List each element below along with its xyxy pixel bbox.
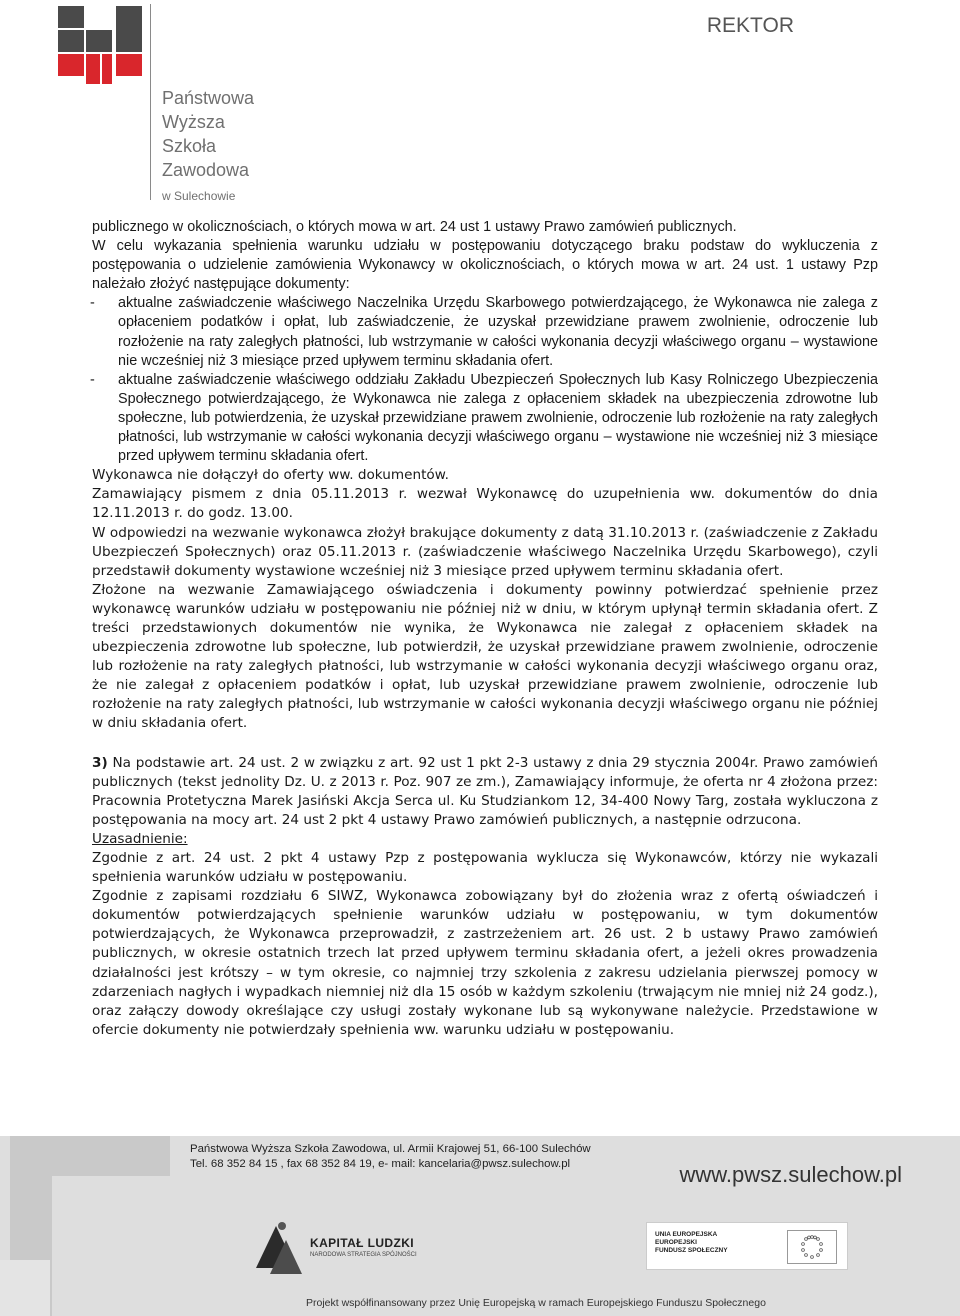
kapital-ludzki-text xyxy=(310,1236,417,1258)
header-divider xyxy=(150,4,151,200)
eu-text xyxy=(655,1231,728,1255)
paragraph xyxy=(92,754,878,830)
paragraph: Złożone na wezwanie Zamawiającego oświadczenia i dokumenty powinny potwierdzać spełnienie przez wykonawcę warunków udziału w postępowaniu nie później niż w dniu, w którym upłynął termin składania ofert. Z treści przedstawionych dokumentów nie wynika, że Wykonawca nie zalegał z opłaceniem składek na ubezpieczenia zdrowotne lub społeczne, lub potwierdził, że uzyskał przewidziane prawem zwolnienie, odroczenie lub rozłożenie na raty zaległych płatności, lub wstrzymanie w całości wykonania decyzji właściwego organu oraz, że nie zalegał z opłaceniem podatków i opłat, lub uzyskał przewidziane prawem zwolnienie, odroczenie lub rozłożenie na raty zaległych płatności, lub wstrzymanie w całości wykonania decyzji właściwego organu nie później w dniu składania ofert. xyxy=(92,581,878,732)
eu-flag-icon xyxy=(787,1230,837,1264)
list-item xyxy=(92,371,878,466)
paragraph: publicznego w okolicznościach, o których mowa w art. 24 ust 1 ustawy Prawo zamówień publicznych. xyxy=(92,219,737,235)
page-header-rektor: REKTOR xyxy=(706,14,794,37)
paragraph: Zgodnie z zapisami rozdziału 6 SIWZ, Wykonawca zobowiązany był do złożenia wraz z ofertą oświadczeń i dokumentów potwierdzających spełnienie warunków udziału w postępowaniu, w tym dokumentów potwierdzających, że Wykonawca przeprowadził, z zastrzeżeniem art. 26 ust. 2 b ustawy Prawo zamówień publicznych, w okresie ostatnich trzech lat przed upływem terminu składania ofert, a jeżeli okres prowadzenia działalności jest krótszy – w tym okresie, co najmniej trzy szkolenia z zakresu udzielania pierwszej pomocy w zdarzeniach nagłych i wypadkach niemniej niż dla 15 osób w każdym szkoleniu (trwającym nie mniej niż 24 godz.), oraz załączy dowody określające czy usługi zostały wykonane lub są wykonywane należycie. Przedstawione w ofercie dokumenty nie potwierdzały spełnienia ww. warunku udziału w postępowaniu. xyxy=(92,888,878,1038)
list-dash: - xyxy=(90,371,95,388)
school-line: Wyższa xyxy=(162,112,225,132)
section-heading: Uzasadnienie: xyxy=(92,830,188,847)
address-line: Państwowa Wyższa Szkoła Zawodowa, ul. Armii Krajowej 51, 66-100 Sulechów xyxy=(190,1143,591,1155)
paragraph: W celu wykazania spełnienia warunku udziału w postępowaniu dotyczącego braku podstaw do wykluczenia z postępowania o udzielenie zamówienia Wykonawcy w okolicznościach, o których mowa w art. 24 ust. 1 ustawy Pzp należało złożyć następujące dokumenty: xyxy=(92,238,878,293)
list-item xyxy=(92,294,878,370)
address-contact: Tel. 68 352 84 15 , fax 68 352 84 19, e- mail: kancelaria@pwsz.sulechow.pl xyxy=(190,1158,571,1170)
paragraph: Zgodnie z art. 24 ust. 2 pkt 4 ustawy Pzp z postępowania wyklucza się Wykonawców, którzy nie wykazali spełnienia warunków udziału w postępowaniu. xyxy=(92,850,878,886)
school-line: Zawodowa xyxy=(162,160,250,180)
paragraph: Wykonawca nie dołączył do oferty ww. dokumentów. xyxy=(92,467,449,484)
paragraph: Zamawiający pismem z dnia 05.11.2013 r. wezwał Wykonawcę do uzupełnienia ww. dokumentów do dnia 12.11.2013 r. do godz. 13.00. xyxy=(92,486,878,522)
school-name xyxy=(162,86,254,206)
document-body xyxy=(92,218,878,1040)
paragraph-text: Na podstawie art. 24 ust. 2 w związku z art. 92 ust 1 pkt 2-3 ustawy z dnia 29 stycznia 2004r. Prawo zamówień publicznych (tekst jednolity Dz. U. z 2013 r. Poz. 907 ze zm.), Zamawiający informuje, że oferta nr 4 złożona przez: Pracownia Protetyczna Marek Jasiński Akcja Serca ul. Ku Studziankom 12, 34-400 Nowy Targ, została wykluczona z postępowania na mocy art. 24 ust 2 pkt 4 ustawy Prawo zamówień publicznych, a następnie odrzucona. xyxy=(92,754,878,828)
eu-line: EUROPEJSKI xyxy=(655,1239,697,1246)
section-number: 3) xyxy=(92,754,108,771)
footer-project-note: Projekt współfinansowany przez Unię Europejską w ramach Europejskiego Funduszu Społecznego xyxy=(306,1297,766,1309)
eu-line: FUNDUSZ SPOŁECZNY xyxy=(655,1247,728,1254)
list-item-text: aktualne zaświadczenie właściwego Naczelnika Urzędu Skarbowego potwierdzającego, że Wykonawca nie zalega z opłaceniem podatków i opłat, lub zaświadczenie, że uzyskał przewidziane prawem zwolnienie, odroczenie lub rozłożenie na raty zaległych płatności, lub wstrzymanie w całości wykonania decyzji właściwego organu – wystawione nie wcześniej niż 3 miesiące przed upływem terminu składania ofert. xyxy=(118,295,878,369)
footer-address xyxy=(190,1142,591,1172)
footer-website[interactable]: www.pwsz.sulechow.pl xyxy=(679,1162,902,1187)
school-line: Państwowa xyxy=(162,88,255,108)
eu-logo-box xyxy=(646,1222,848,1270)
kl-title: KAPITAŁ LUDZKI xyxy=(310,1236,415,1250)
school-location: w Sulechowie xyxy=(162,189,236,203)
footer-decoration xyxy=(0,1260,50,1316)
paragraph: W odpowiedzi na wezwanie wykonawca złożył brakujące dokumenty z datą 31.10.2013 r. (zaświadczenie z Zakładu Ubezpieczeń Społecznych) oraz 05.11.2013 r. (zaświadczenie właściwego Naczelnika Urzędu Skarbowego), czyli przedstawił dokumenty wystawione wcześniej niż 3 miesiące przed upływem terminu składania ofert. xyxy=(92,524,878,579)
list-dash: - xyxy=(90,295,95,312)
kl-subtitle: NARODOWA STRATEGIA SPÓJNOŚCI xyxy=(310,1252,417,1258)
pwsz-logo xyxy=(58,6,148,86)
list-item-text: aktualne zaświadczenie właściwego oddziału Zakładu Ubezpieczeń Społecznych lub Kasy Rolniczego Ubezpieczenia Społecznego potwierdzającego, że Wykonawca nie zalega z opłaceniem składek na ubezpieczenia zdrowotne lub społeczne, lub potwierdzenia, że uzyskał przewidziane prawem zwolnienie, odroczenie lub rozłożenie na raty zaległych płatności, lub wstrzymanie w całości wykonania decyzji właściwego organu – wystawione nie wcześniej niż 3 miesiące przed upływem terminu składania ofert. xyxy=(118,371,878,465)
eu-line: UNIA EUROPEJSKA xyxy=(655,1231,718,1238)
school-line: Szkoła xyxy=(162,136,217,156)
footer-decoration xyxy=(52,1176,170,1316)
